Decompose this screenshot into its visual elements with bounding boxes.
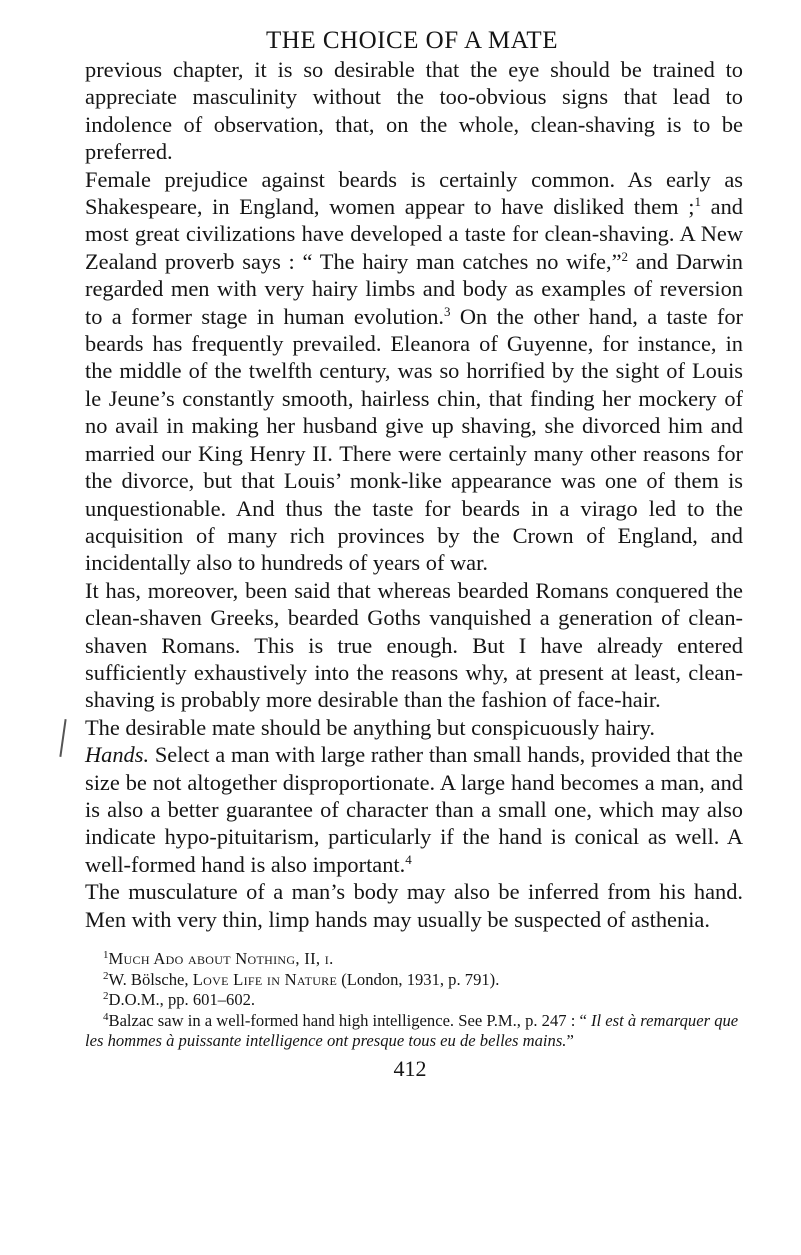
running-head: THE CHOICE OF A MATE (266, 27, 558, 54)
footnote-ref-2: 2 (621, 248, 629, 264)
footnote-ref-3: 3 (444, 303, 451, 319)
page-number: 412 (393, 1055, 427, 1081)
paragraph-romans-goths: It has, moreover, been said that whereas bearded Romans conquered the clean-shaven Greeks, bearded Goths vanquished a generation of clean-shaven Romans. This is true enough. But I have already entered sufficiently exhaustively into the reasons why, at present at least, clean-shaving is probably more desirable than the fashion of face-hair. (85, 577, 743, 713)
margin-pencil-mark (59, 719, 66, 757)
footnotes (85, 949, 743, 1052)
footnote-1: $^1$Much Ado about Nothing, II, i. (103, 949, 334, 968)
book-page (85, 26, 743, 1082)
body-text (85, 56, 743, 933)
section-heading-hands: Hands. (85, 742, 150, 768)
footnote-ref-4: 4 (405, 851, 412, 867)
paragraph-continuation: previous chapter, it is so desirable that the eye should be trained to appreciate masculinity without the too-obvious signs that lead to indolence of observation, that, on the whole, clean-shaving is to be preferred. (85, 57, 743, 165)
footnote-3: $^2$D.O.M., pp. 601–602. (103, 990, 256, 1009)
paragraph-female-prejudice: Female prejudice against beards is certainly common. As early as Shakespeare, in England, women appear to have disliked them ;$^1$ and most great civilizations have developed a taste for clean-shaving. A New Zealand proverb says : “ The hairy man catches no wife,”$^2$ and Darwin regarded men with very hairy limbs and body as examples of reversion to a former stage in human evolution.$^3$ On the other hand, a taste for beards has frequently prevailed. Eleanora of Guyenne, for instance, in the middle of the twelfth century, was so horrified by the sight of Louis le Jeune’s constantly smooth, hairless chin, that finding her mockery of no avail in making her husband give up shaving, she divorced him and married our King Henry II. There were certainly many other reasons for the divorce, but that Louis’ monk-like appearance was one of them is unquestionable. And thus the taste for beards in a virago led to the acquisition of many rich provinces by the Crown of England, and incidentally also to hundreds of years of war. (85, 166, 744, 576)
paragraph-desirable-mate: The desirable mate should be anything but conspicuously hairy. (85, 714, 655, 740)
paragraph-hands: Hands. Select a man with large rather than small hands, provided that the size be not altogether disproportionate. A large hand becomes a man, and is also a better guarantee of character than a small one, which may also indicate hypo-pituitarism, particularly if the hand is conical as well. A well-formed hand is also important.$^4$ (85, 742, 743, 877)
footnote-4: $^4$Balzac saw in a well-formed hand high intelligence. See P.M., p. 247 : “ Il est à remarquer que les hommes à puissante intelligence ont presque tous eu de belles mains.” (85, 1010, 739, 1050)
paragraph-musculature: The musculature of a man’s body may also be inferred from his hand. Men with very thin, limp hands may usually be suspected of asthenia. (85, 879, 743, 932)
footnote-2: $^2$W. Bölsche, Love Life in Nature (London, 1931, p. 791). (103, 969, 500, 989)
footnote-ref-1: 1 (694, 194, 701, 210)
